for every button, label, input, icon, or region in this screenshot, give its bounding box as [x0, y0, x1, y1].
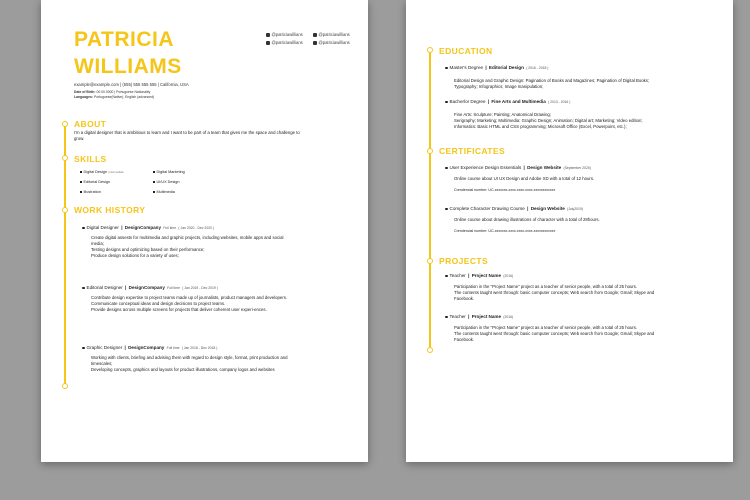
first-name: PATRICIA — [74, 28, 175, 51]
timeline-node — [427, 258, 433, 264]
work-description: Contribute design expertise to project teams made up of journalists, product managers and developers. Communicate conceptual ideas and design decisions to project teams. Provide designs across multiple screens for projects that deliver coherent user experi-ences. — [91, 295, 288, 312]
certificate-entry: Complete Character Drawing Course | Design Website (July2019) Online course about drawing illustrations of character with a total of 28hours. Crendencial number: UC-xxxxxxx-xxxx-xxxx-xxxx-xxxxxxxxxxxx — [445, 205, 665, 234]
certificate-entry: User Experience Design Essentials | Design Website (September 2020) Online course about UI UX Design and Adobe XD with a total of 12 hours. Crendencial number: UC-xxxxxxx-xxxx-xxxx-xxxx-xxxxxxxxxxxx — [445, 164, 665, 193]
contact-info — [74, 82, 189, 99]
timeline-node — [62, 121, 68, 127]
dob-line: Date of Birth: 00.00.0000 | Portuguese Nationality — [74, 90, 151, 95]
work-description: Create digital assests for multimedia and graphic projects, including websites, mobile apps and social media; Testing designs and optimizing based on their performance; Produce design solutions for a variety of uses; — [91, 235, 284, 258]
project-description: Participation in the "Project Name" project as a teacher of senior people, with a total of 25 hours. The contents taught went through: basic computer concepts; Web search from Google; Gmail; Skype and Facebook. — [454, 325, 655, 342]
languages-line: Languages: Portuguese(Native), English (advanced) — [74, 94, 155, 99]
certificate-description: Online course about drawing illustrations of character with a total of 28hours. Crendencial number: UC-xxxxxxx-xxxx-xxxx-xxxx-xxxxxxxxxxxx — [454, 217, 665, 234]
timeline-line — [429, 50, 431, 350]
social-item: @patriciawillians — [266, 31, 326, 39]
project-entry: Teacher | Project Name (2016) Participation in the "Project Name" project as a teacher of senior people, with a total of 25 hours. The contents taught went through: basic computer concepts; Web search from Google; Gmail; Skype and Facebook. — [445, 313, 671, 343]
facebook-icon — [313, 41, 317, 45]
certificates-title: CERTIFICATES — [439, 146, 506, 156]
timeline-node — [427, 148, 433, 154]
about-title: ABOUT — [74, 119, 107, 129]
project-entry: Teacher | Project Name (2016) Participation in the "Project Name" project as a teacher of senior people, with a total of 25 hours. The contents taught went through: basic computer concepts; Web search from Google; Gmail; Skype and Facebook. — [445, 272, 671, 302]
certificate-description: Online course about UI UX Design and Adobe XD with a total of 12 hours. Crendencial number: UC-xxxxxxx-xxxx-xxxx-xxxx-xxxxxxxxxxxx — [454, 176, 665, 193]
work-entry: Graphic Designer | DesignCompany Full time ( Jan 2018 - Dec 2018 ) Working with clients, briefing and advising them with regard to design style, format, print production and timescales; Developing concepts, graphics and layouts for product illustrations, company logos and websites — [82, 344, 294, 373]
work-description: Working with clients, briefing and advising them with regard to design style, format, print production and timescales; Developing concepts, graphics and layouts for product illustrations, company logos and websites — [91, 355, 288, 372]
resume-page-1 — [41, 0, 368, 462]
about-text: I'm a digital designer that is ambitious to learn and I want to be part of a team that gives me the space and challenge to grow. — [74, 130, 300, 141]
work-title: WORK HISTORY — [74, 205, 146, 215]
skill-item: UI/UX Design — [153, 180, 180, 184]
skill-item: Editorial Design — [80, 180, 110, 184]
project-description: Participation in the "Project Name" project as a teacher of senior people, with a total of 25 hours. The contents taught went through: basic computer concepts; Web search from Google; Gmail; Skype and Facebook. — [454, 284, 655, 301]
credential-number: Crendencial number: UC-xxxxxxx-xxxx-xxxx-xxxx-xxxxxxxxxxxx — [454, 188, 556, 192]
timeline-node — [62, 155, 68, 161]
education-description: Editorial Design and Graphic Design: Pagination of Books and Magazines; Pagination of Digital Books; Typography; Infographics; Image manipulation; — [454, 78, 650, 89]
instagram-icon — [266, 33, 270, 37]
work-entry: Digital Designer | DesignCompany Full time ( Jan 2020 - Dec 2020 ) Create digital assests for multimedia and graphic projects, including websites, mobile apps and social media; Testing designs and optimizing based on their performance; Produce design solutions for a variety of uses; — [82, 224, 294, 259]
timeline-node — [427, 47, 433, 53]
resume-name — [74, 26, 182, 80]
resume-page-2 — [406, 0, 733, 462]
skill-item: Digital Design| Intermediate — [80, 170, 124, 174]
credential-number: Crendencial number: UC-xxxxxxx-xxxx-xxxx-xxxx-xxxxxxxxxxxx — [454, 229, 556, 233]
education-description: Fine Arts: Sculpture; Painting; Anatomical Drawing; Serigraphy; Marketing; Multimedia: Graphic Design; Animation; Digital art; Marketing; Video edition; Informatics: Basic HTML and CSS programming; Microsoft Office (Excel, Powerpoint, etc.); — [454, 112, 643, 129]
education-entry: Bacherlor Degree | Fine Arts and Multimedia ( 2013 - 2016 ) Fine Arts: Sculpture; Painting; Anatomical Drawing; Serigraphy; Marketing; Multimedia: Graphic Design; Animation; Digital art; Marketing; Video edition; Informatics: Basic HTML and CSS programming; Microsoft Office (Excel, Powerpoint, etc.); — [445, 98, 665, 130]
projects-title: PROJECTS — [439, 256, 489, 266]
work-entry: Editorial Designer | DesignCompany Full time ( Jan 2019 - Dec 2019 ) Contribute design expertise to project teams made up of journalists, product managers and developers. Communicate conceptual ideas and design decisions to project teams. Provide designs across multiple screens for projects that deliver coherent user experi-ences. — [82, 284, 294, 313]
social-item: @patriciawillians — [313, 39, 373, 47]
skill-item: Illustration — [80, 190, 101, 194]
linkedin-icon — [266, 41, 270, 45]
instagram-icon — [313, 33, 317, 37]
skills-title: SKILLS — [74, 154, 107, 164]
social-item: @patriciawillians — [266, 39, 326, 47]
contact-line: example@example.com | (555) 555 555 555 | California, USA — [74, 82, 189, 87]
last-name: WILLIAMS — [74, 55, 182, 78]
timeline-node — [62, 383, 68, 389]
education-entry: Master's Degree | Editorial Design ( 2016 - 2018 ) Editorial Design and Graphic Design: Pagination of Books and Magazines; Pagination of Digital Books; Typography; Infographics; Image manipulation; — [445, 64, 665, 90]
timeline-node — [62, 207, 68, 213]
social-item: @patriciawillians — [313, 31, 373, 39]
education-title: EDUCATION — [439, 46, 493, 56]
timeline-line — [64, 124, 66, 386]
timeline-node — [427, 347, 433, 353]
skill-item: Digital Marketing — [153, 170, 185, 174]
skill-item: Multimedia — [153, 190, 175, 194]
